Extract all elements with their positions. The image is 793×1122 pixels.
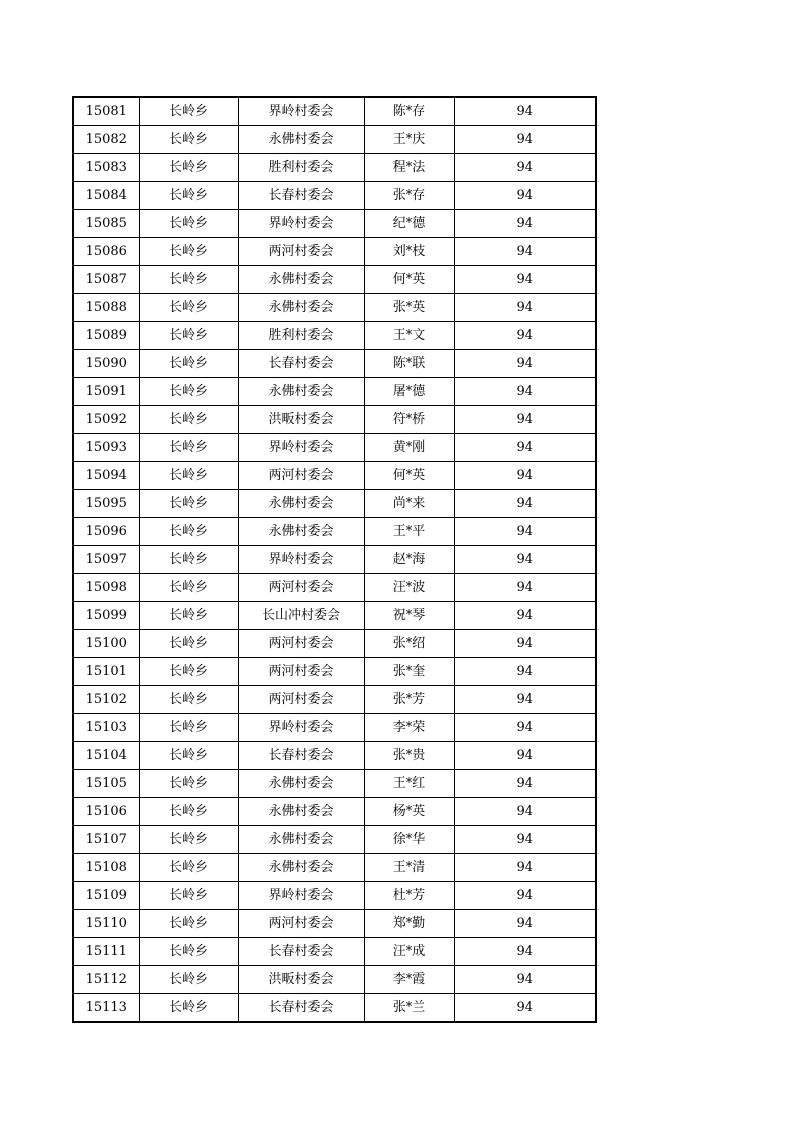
township-cell: 长岭乡 xyxy=(139,686,238,714)
serial-number-cell: 15107 xyxy=(73,826,139,854)
village-committee-cell: 两河村委会 xyxy=(238,686,364,714)
serial-number-cell: 15088 xyxy=(73,294,139,322)
table-row xyxy=(73,826,596,854)
score-cell: 94 xyxy=(454,462,596,490)
township-cell: 长岭乡 xyxy=(139,294,238,322)
table-row xyxy=(73,882,596,910)
township-cell: 长岭乡 xyxy=(139,126,238,154)
township-cell: 长岭乡 xyxy=(139,266,238,294)
village-committee-cell: 长春村委会 xyxy=(238,350,364,378)
person-name-cell: 尚*来 xyxy=(364,490,454,518)
table-row xyxy=(73,266,596,294)
person-name-cell: 杜*芳 xyxy=(364,882,454,910)
score-cell: 94 xyxy=(454,518,596,546)
serial-number-cell: 15084 xyxy=(73,182,139,210)
township-cell: 长岭乡 xyxy=(139,854,238,882)
person-name-cell: 张*存 xyxy=(364,182,454,210)
score-cell: 94 xyxy=(454,826,596,854)
village-committee-cell: 两河村委会 xyxy=(238,658,364,686)
serial-number-cell: 15110 xyxy=(73,910,139,938)
township-cell: 长岭乡 xyxy=(139,630,238,658)
township-cell: 长岭乡 xyxy=(139,966,238,994)
table-row xyxy=(73,154,596,182)
township-cell: 长岭乡 xyxy=(139,882,238,910)
village-committee-cell: 长春村委会 xyxy=(238,938,364,966)
serial-number-cell: 15087 xyxy=(73,266,139,294)
village-committee-cell: 洪畈村委会 xyxy=(238,966,364,994)
person-name-cell: 陈*存 xyxy=(364,97,454,126)
person-name-cell: 王*平 xyxy=(364,518,454,546)
person-name-cell: 张*芳 xyxy=(364,686,454,714)
person-name-cell: 刘*枝 xyxy=(364,238,454,266)
score-cell: 94 xyxy=(454,378,596,406)
township-cell: 长岭乡 xyxy=(139,658,238,686)
score-cell: 94 xyxy=(454,574,596,602)
person-name-cell: 何*英 xyxy=(364,462,454,490)
township-cell: 长岭乡 xyxy=(139,322,238,350)
township-cell: 长岭乡 xyxy=(139,490,238,518)
serial-number-cell: 15099 xyxy=(73,602,139,630)
table-row xyxy=(73,966,596,994)
document-page xyxy=(72,96,597,1023)
township-cell: 长岭乡 xyxy=(139,518,238,546)
score-cell: 94 xyxy=(454,938,596,966)
serial-number-cell: 15101 xyxy=(73,658,139,686)
table-row xyxy=(73,798,596,826)
village-committee-cell: 永佛村委会 xyxy=(238,518,364,546)
village-committee-cell: 永佛村委会 xyxy=(238,126,364,154)
person-name-cell: 李*霞 xyxy=(364,966,454,994)
township-cell: 长岭乡 xyxy=(139,154,238,182)
table-row xyxy=(73,238,596,266)
score-cell: 94 xyxy=(454,770,596,798)
village-committee-cell: 两河村委会 xyxy=(238,462,364,490)
village-committee-cell: 永佛村委会 xyxy=(238,770,364,798)
serial-number-cell: 15104 xyxy=(73,742,139,770)
township-cell: 长岭乡 xyxy=(139,406,238,434)
person-name-cell: 王*文 xyxy=(364,322,454,350)
serial-number-cell: 15096 xyxy=(73,518,139,546)
township-cell: 长岭乡 xyxy=(139,602,238,630)
village-committee-cell: 胜利村委会 xyxy=(238,322,364,350)
serial-number-cell: 15095 xyxy=(73,490,139,518)
village-committee-cell: 界岭村委会 xyxy=(238,97,364,126)
village-committee-cell: 永佛村委会 xyxy=(238,490,364,518)
township-cell: 长岭乡 xyxy=(139,350,238,378)
table-row xyxy=(73,294,596,322)
person-name-cell: 王*红 xyxy=(364,770,454,798)
township-cell: 长岭乡 xyxy=(139,210,238,238)
table-row xyxy=(73,854,596,882)
serial-number-cell: 15112 xyxy=(73,966,139,994)
score-cell: 94 xyxy=(454,126,596,154)
serial-number-cell: 15091 xyxy=(73,378,139,406)
table-row xyxy=(73,714,596,742)
score-cell: 94 xyxy=(454,910,596,938)
serial-number-cell: 15092 xyxy=(73,406,139,434)
score-cell: 94 xyxy=(454,266,596,294)
serial-number-cell: 15102 xyxy=(73,686,139,714)
person-name-cell: 张*奎 xyxy=(364,658,454,686)
score-cell: 94 xyxy=(454,742,596,770)
village-committee-cell: 两河村委会 xyxy=(238,910,364,938)
township-cell: 长岭乡 xyxy=(139,994,238,1023)
township-cell: 长岭乡 xyxy=(139,182,238,210)
table-row xyxy=(73,97,596,126)
score-cell: 94 xyxy=(454,546,596,574)
serial-number-cell: 15081 xyxy=(73,97,139,126)
table-row xyxy=(73,742,596,770)
serial-number-cell: 15094 xyxy=(73,462,139,490)
person-name-cell: 陈*联 xyxy=(364,350,454,378)
person-name-cell: 符*桥 xyxy=(364,406,454,434)
table-row xyxy=(73,434,596,462)
table-row xyxy=(73,126,596,154)
table-row xyxy=(73,406,596,434)
serial-number-cell: 15085 xyxy=(73,210,139,238)
score-cell: 94 xyxy=(454,97,596,126)
person-name-cell: 李*荣 xyxy=(364,714,454,742)
table-row xyxy=(73,350,596,378)
table-row xyxy=(73,910,596,938)
table-row xyxy=(73,770,596,798)
person-name-cell: 张*绍 xyxy=(364,630,454,658)
serial-number-cell: 15113 xyxy=(73,994,139,1023)
person-name-cell: 赵*海 xyxy=(364,546,454,574)
village-committee-cell: 长山冲村委会 xyxy=(238,602,364,630)
table-row xyxy=(73,574,596,602)
serial-number-cell: 15105 xyxy=(73,770,139,798)
person-name-cell: 程*法 xyxy=(364,154,454,182)
township-cell: 长岭乡 xyxy=(139,434,238,462)
table-row xyxy=(73,378,596,406)
serial-number-cell: 15089 xyxy=(73,322,139,350)
township-cell: 长岭乡 xyxy=(139,714,238,742)
serial-number-cell: 15086 xyxy=(73,238,139,266)
township-cell: 长岭乡 xyxy=(139,910,238,938)
person-name-cell: 张*英 xyxy=(364,294,454,322)
score-cell: 94 xyxy=(454,658,596,686)
score-cell: 94 xyxy=(454,630,596,658)
township-cell: 长岭乡 xyxy=(139,97,238,126)
serial-number-cell: 15083 xyxy=(73,154,139,182)
township-cell: 长岭乡 xyxy=(139,574,238,602)
village-committee-cell: 界岭村委会 xyxy=(238,714,364,742)
table-row xyxy=(73,938,596,966)
village-committee-cell: 胜利村委会 xyxy=(238,154,364,182)
score-cell: 94 xyxy=(454,238,596,266)
person-name-cell: 汪*波 xyxy=(364,574,454,602)
village-committee-cell: 永佛村委会 xyxy=(238,826,364,854)
score-cell: 94 xyxy=(454,350,596,378)
township-cell: 长岭乡 xyxy=(139,462,238,490)
village-committee-cell: 长春村委会 xyxy=(238,182,364,210)
table-row xyxy=(73,210,596,238)
person-name-cell: 祝*琴 xyxy=(364,602,454,630)
township-cell: 长岭乡 xyxy=(139,238,238,266)
score-cell: 94 xyxy=(454,322,596,350)
score-cell: 94 xyxy=(454,210,596,238)
village-committee-cell: 两河村委会 xyxy=(238,574,364,602)
score-cell: 94 xyxy=(454,966,596,994)
serial-number-cell: 15108 xyxy=(73,854,139,882)
township-cell: 长岭乡 xyxy=(139,826,238,854)
township-cell: 长岭乡 xyxy=(139,742,238,770)
serial-number-cell: 15111 xyxy=(73,938,139,966)
person-name-cell: 张*兰 xyxy=(364,994,454,1023)
score-cell: 94 xyxy=(454,406,596,434)
roster-table xyxy=(72,96,597,1023)
score-cell: 94 xyxy=(454,686,596,714)
table-row xyxy=(73,994,596,1023)
village-committee-cell: 永佛村委会 xyxy=(238,294,364,322)
score-cell: 94 xyxy=(454,994,596,1023)
table-row xyxy=(73,490,596,518)
table-row xyxy=(73,462,596,490)
village-committee-cell: 永佛村委会 xyxy=(238,854,364,882)
serial-number-cell: 15100 xyxy=(73,630,139,658)
person-name-cell: 汪*成 xyxy=(364,938,454,966)
score-cell: 94 xyxy=(454,154,596,182)
township-cell: 长岭乡 xyxy=(139,938,238,966)
score-cell: 94 xyxy=(454,854,596,882)
score-cell: 94 xyxy=(454,602,596,630)
serial-number-cell: 15093 xyxy=(73,434,139,462)
serial-number-cell: 15109 xyxy=(73,882,139,910)
person-name-cell: 杨*英 xyxy=(364,798,454,826)
person-name-cell: 张*贵 xyxy=(364,742,454,770)
township-cell: 长岭乡 xyxy=(139,770,238,798)
person-name-cell: 王*清 xyxy=(364,854,454,882)
serial-number-cell: 15097 xyxy=(73,546,139,574)
village-committee-cell: 界岭村委会 xyxy=(238,546,364,574)
roster-table-body xyxy=(73,97,596,1022)
person-name-cell: 郑*勤 xyxy=(364,910,454,938)
village-committee-cell: 界岭村委会 xyxy=(238,434,364,462)
score-cell: 94 xyxy=(454,434,596,462)
village-committee-cell: 永佛村委会 xyxy=(238,798,364,826)
township-cell: 长岭乡 xyxy=(139,546,238,574)
person-name-cell: 黄*刚 xyxy=(364,434,454,462)
table-row xyxy=(73,602,596,630)
table-row xyxy=(73,686,596,714)
village-committee-cell: 洪畈村委会 xyxy=(238,406,364,434)
village-committee-cell: 两河村委会 xyxy=(238,238,364,266)
table-row xyxy=(73,322,596,350)
person-name-cell: 徐*华 xyxy=(364,826,454,854)
township-cell: 长岭乡 xyxy=(139,798,238,826)
serial-number-cell: 15103 xyxy=(73,714,139,742)
table-row xyxy=(73,518,596,546)
person-name-cell: 屠*德 xyxy=(364,378,454,406)
score-cell: 94 xyxy=(454,714,596,742)
score-cell: 94 xyxy=(454,798,596,826)
village-committee-cell: 长春村委会 xyxy=(238,994,364,1023)
serial-number-cell: 15106 xyxy=(73,798,139,826)
village-committee-cell: 长春村委会 xyxy=(238,742,364,770)
township-cell: 长岭乡 xyxy=(139,378,238,406)
score-cell: 94 xyxy=(454,182,596,210)
table-row xyxy=(73,546,596,574)
village-committee-cell: 永佛村委会 xyxy=(238,378,364,406)
score-cell: 94 xyxy=(454,294,596,322)
serial-number-cell: 15082 xyxy=(73,126,139,154)
person-name-cell: 王*庆 xyxy=(364,126,454,154)
person-name-cell: 何*英 xyxy=(364,266,454,294)
village-committee-cell: 永佛村委会 xyxy=(238,266,364,294)
score-cell: 94 xyxy=(454,490,596,518)
serial-number-cell: 15090 xyxy=(73,350,139,378)
serial-number-cell: 15098 xyxy=(73,574,139,602)
village-committee-cell: 两河村委会 xyxy=(238,630,364,658)
table-row xyxy=(73,182,596,210)
score-cell: 94 xyxy=(454,882,596,910)
village-committee-cell: 界岭村委会 xyxy=(238,882,364,910)
village-committee-cell: 界岭村委会 xyxy=(238,210,364,238)
person-name-cell: 纪*德 xyxy=(364,210,454,238)
table-row xyxy=(73,630,596,658)
table-row xyxy=(73,658,596,686)
